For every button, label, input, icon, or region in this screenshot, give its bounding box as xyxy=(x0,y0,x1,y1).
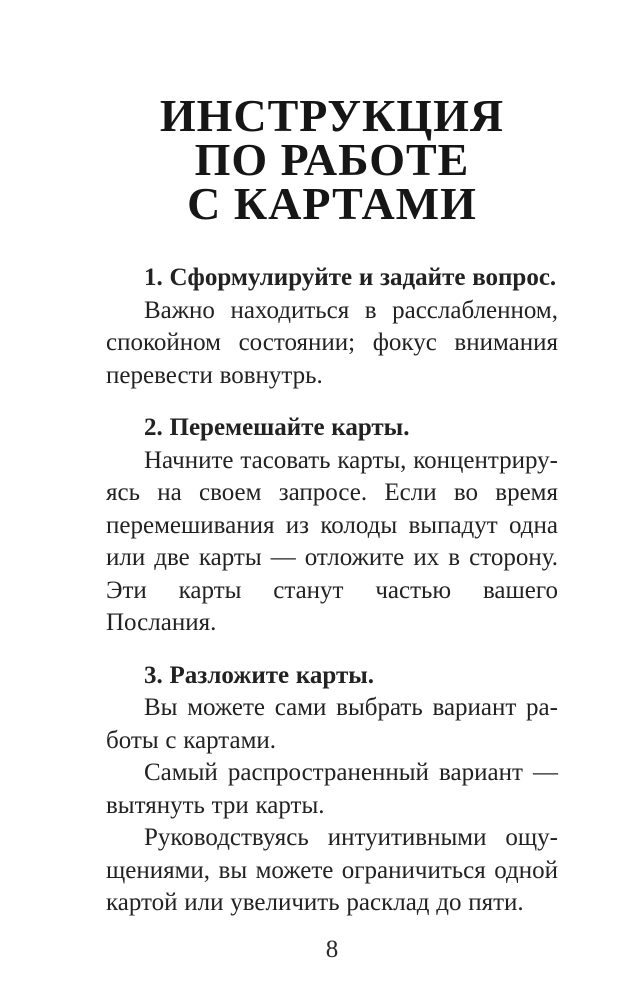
section-1-paragraph-1: Важно находиться в расслабленном, спокойном состоянии; фокус внимания перевести вовнутрь. xyxy=(106,296,558,389)
section-2-heading: 2. Перемешайте карты. xyxy=(144,414,410,441)
section-3-heading: 3. Разложите карты. xyxy=(144,661,375,689)
page-title-line-2: ПО РАБОТЕ xyxy=(194,134,470,185)
section-1-heading: 1. Сформулируйте и задайте вопрос. xyxy=(144,264,557,291)
page-title-line-3: С КАРТАМИ xyxy=(187,178,477,229)
section-lay-out-cards xyxy=(106,660,558,920)
section-shuffle-cards xyxy=(106,412,558,640)
section-3-paragraph-3: Руководствуясь интуитивными ощущениями, вы можете ограничиться одной картой или увеличить расклад до пяти. xyxy=(106,824,558,916)
section-3-paragraph-2: Самый распространенный вариант — вытянуть три карты. xyxy=(106,759,558,819)
section-formulate-question xyxy=(106,262,558,392)
page-title-line-1: ИНСТРУКЦИЯ xyxy=(159,90,505,141)
section-2-paragraph-1: Начните тасовать карты, концентрируясь на своем запросе. Если во время перемешивания из колоды выпадут одна или две карты — отложите их в сторону. Эти карты станут частью вашего Послания. xyxy=(106,446,558,636)
page-number: 8 xyxy=(325,935,339,963)
section-3-paragraph-1: Вы можете сами выбрать вариант работы с картами. xyxy=(106,694,558,754)
page-title xyxy=(106,90,558,229)
